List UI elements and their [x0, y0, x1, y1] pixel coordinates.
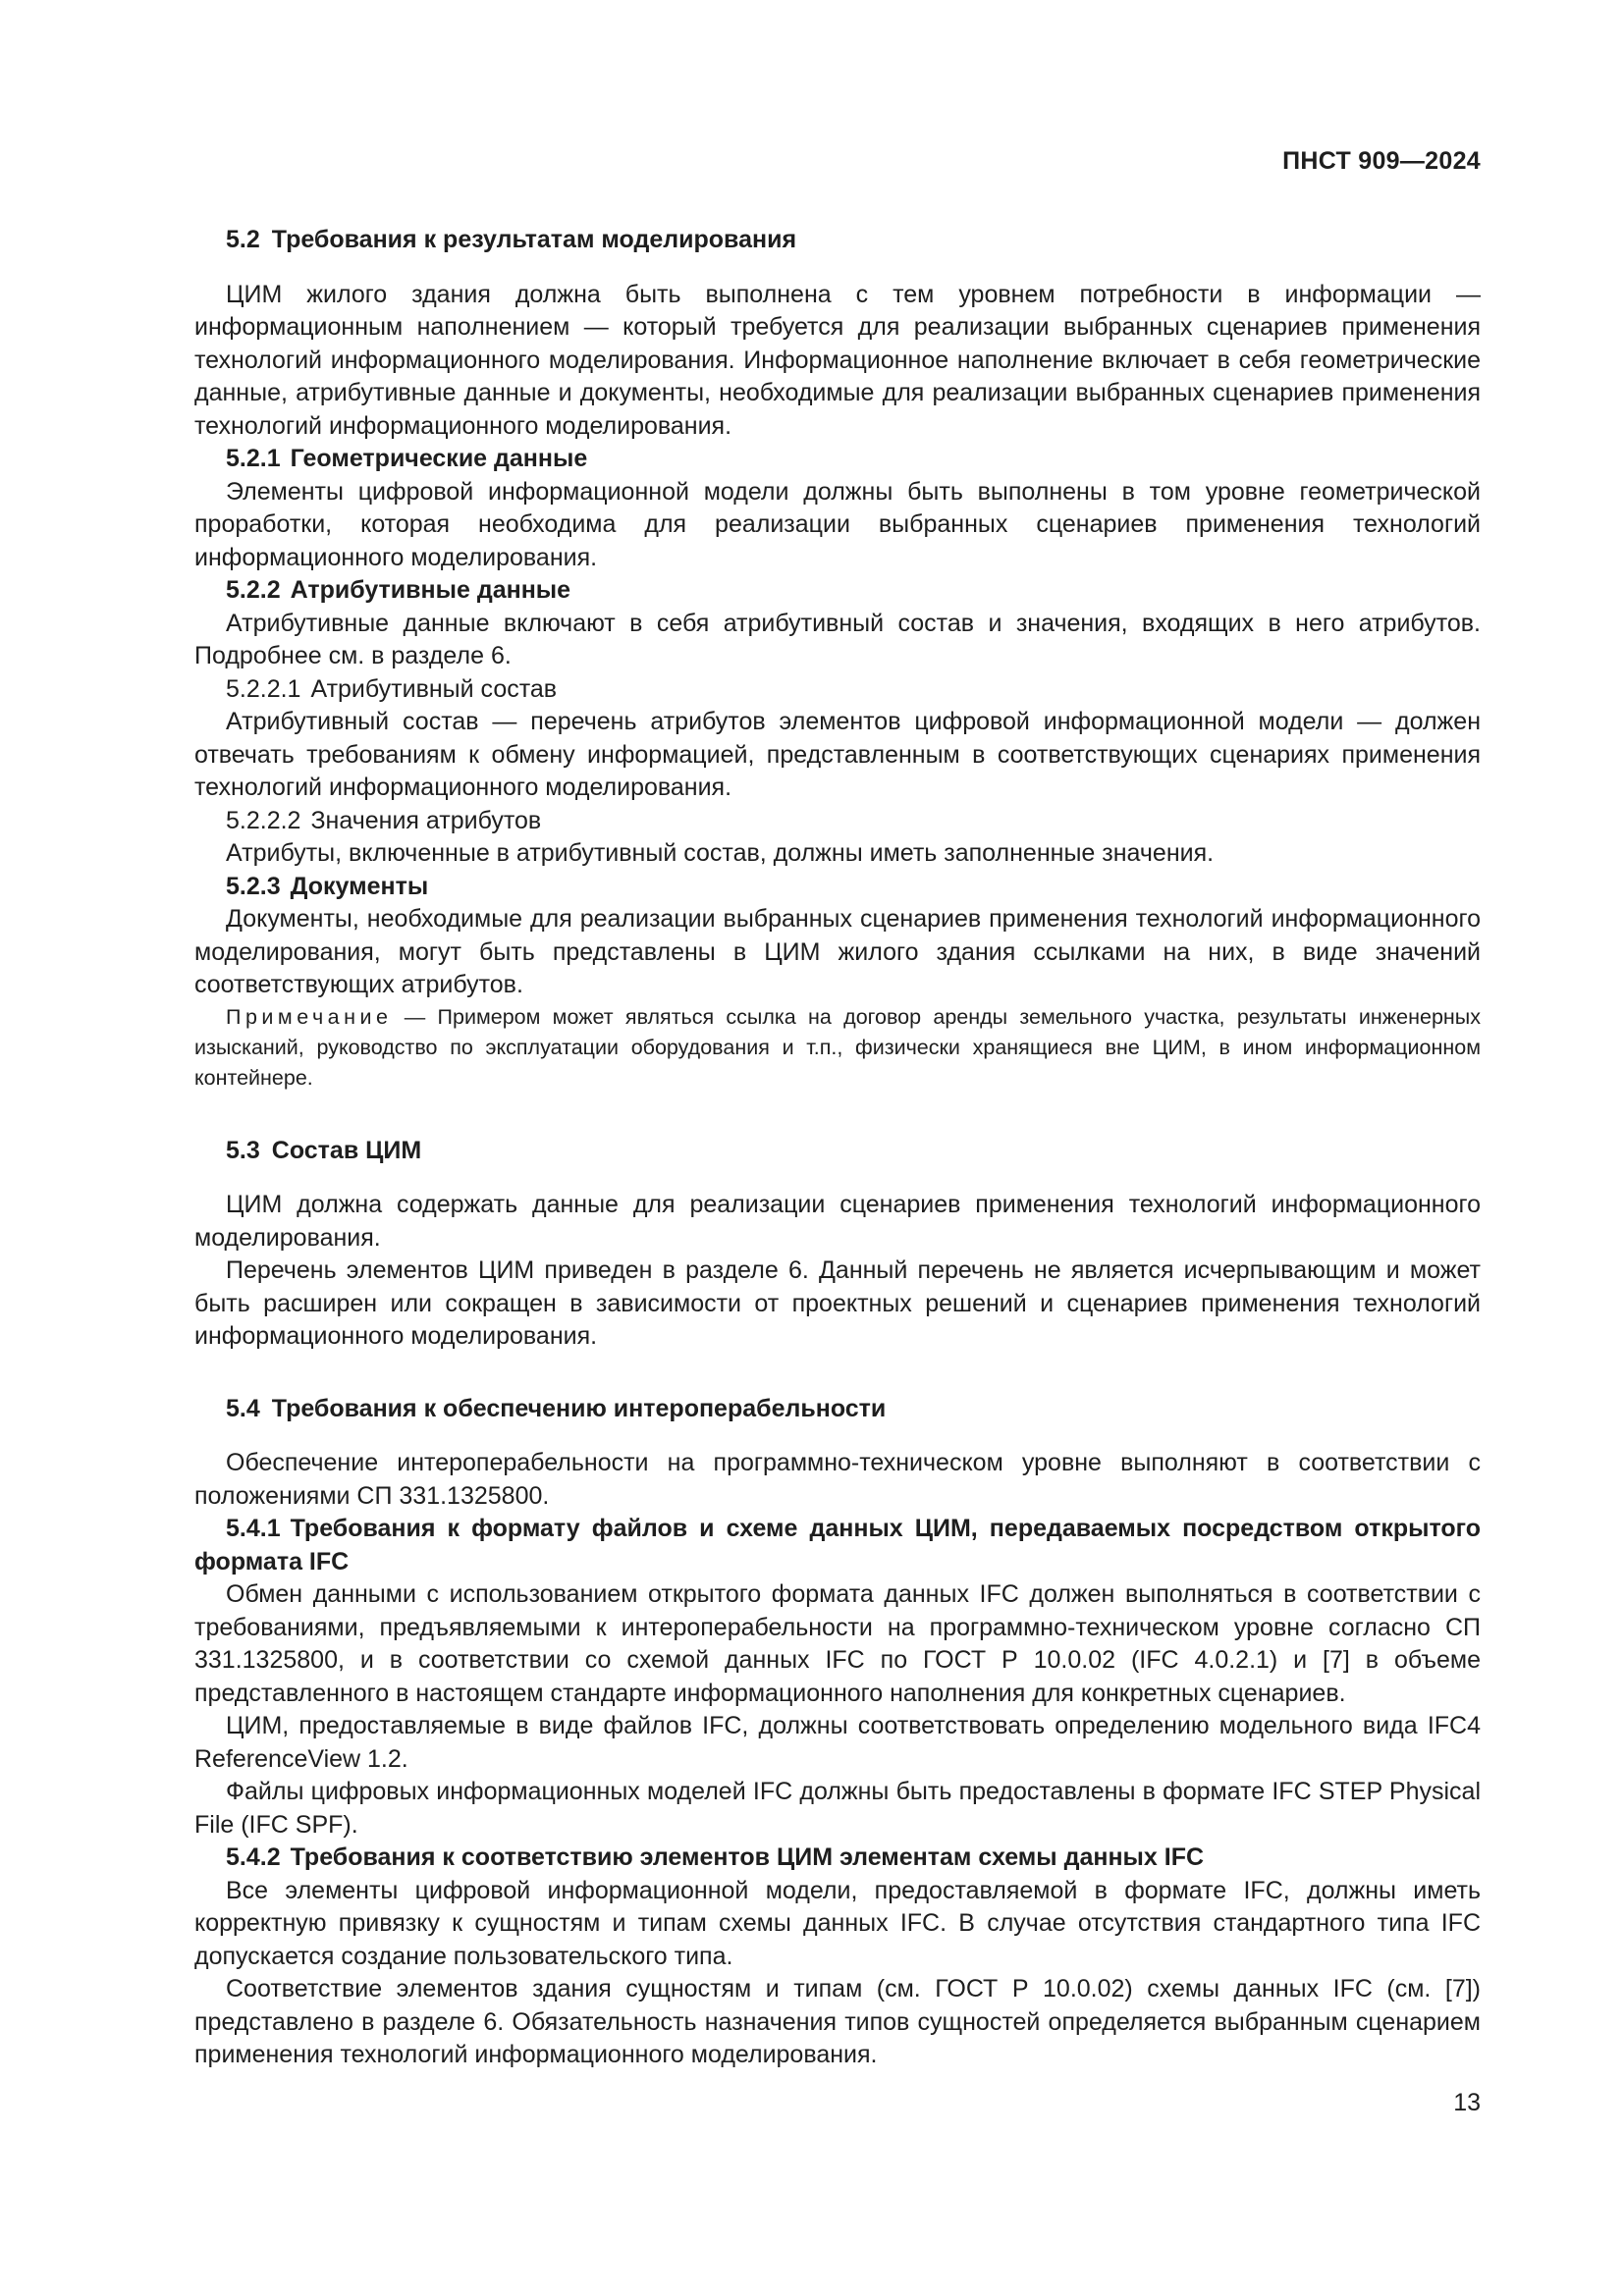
section-heading-5-2-2-1	[194, 673, 1481, 707]
section-title: Документы	[290, 872, 429, 900]
note	[194, 1002, 1481, 1094]
paragraph: Обмен данными с использованием открытого формата данных IFC должен выполняться в соответствии с требованиями, предъявляемыми к интероперабельности на программно-техническом уровне согласно СП 331.1325800, и в соответствии со схемой данных IFC по ГОСТ Р 10.0.02 (IFC 4.0.2.1) и [7] в объеме представленного в настоящем стандарте информационного наполнения для конкретных сценариев.	[194, 1580, 1481, 1707]
paragraph: Все элементы цифровой информационной модели, предоставляемой в формате IFC, должны иметь корректную привязку к сущностям и типам схемы данных IFC. В случае отсутствия стандартного типа IFC допускается создание пользовательского типа.	[194, 1876, 1481, 1970]
section-title: Состав ЦИМ	[271, 1136, 422, 1164]
section-heading-5-2	[194, 224, 1481, 257]
section-number: 5.3	[226, 1136, 260, 1164]
section-heading-5-2-1	[194, 443, 1481, 476]
paragraph: Документы, необходимые для реализации выбранных сценариев применения технологий информационного моделирования, могут быть представлены в ЦИМ жилого здания ссылками на них, в виде значений соответствующих атрибутов.	[194, 905, 1481, 998]
document-body	[194, 224, 1481, 2072]
document-page	[194, 0, 1481, 2296]
section-title: Значения атрибутов	[310, 806, 542, 834]
paragraph: Атрибутивный состав — перечень атрибутов элементов цифровой информационной модели — должен отвечать требованиям к обмену информацией, представленным в соответствующих сценариях применения технологий информационного моделирования.	[194, 708, 1481, 801]
section-number: 5.2.1	[226, 445, 281, 472]
section-number: 5.4.2	[226, 1843, 281, 1871]
paragraph: Обеспечение интероперабельности на программно-техническом уровне выполняют в соответствии с положениями СП 331.1325800.	[194, 1449, 1481, 1510]
section-number: 5.2	[226, 226, 260, 253]
paragraph: Элементы цифровой информационной модели должны быть выполнены в том уровне геометрической проработки, которая необходима для реализации выбранных сценариев применения технологий информационного моделирования.	[194, 477, 1481, 571]
note-label: Примечание	[226, 1004, 393, 1029]
paragraph: Файлы цифровых информационных моделей IFC должны быть предоставлены в формате IFC STEP Physical File (IFC SPF).	[194, 1778, 1481, 1839]
section-heading-5-4-2	[194, 1842, 1481, 1875]
section-title: Требования к обеспечению интероперабельности	[271, 1394, 887, 1422]
paragraph: Атрибутивные данные включают в себя атрибутивный состав и значения, входящих в него атрибутов. Подробнее см. в разделе 6.	[194, 609, 1481, 669]
section-title: Атрибутивные данные	[290, 576, 571, 604]
section-number: 5.4	[226, 1394, 260, 1422]
section-title: Атрибутивный состав	[310, 674, 558, 703]
section-heading-5-2-2-2	[194, 805, 1481, 838]
section-title: Геометрические данные	[290, 445, 588, 472]
section-title: Требования к формату файлов и схеме данных ЦИМ, передаваемых посредством открытого формата IFC	[194, 1515, 1481, 1575]
section-title: Требования к соответствию элементов ЦИМ элементам схемы данных IFC	[290, 1843, 1205, 1871]
section-heading-5-4-1	[194, 1513, 1481, 1578]
section-number: 5.4.1	[226, 1515, 281, 1542]
note-text: — Примером может являться ссылка на договор аренды земельного участка, результаты инженерных изысканий, руководство по эксплуатации оборудования и т.п., физически хранящиеся вне ЦИМ, в ином информационном контейнере.	[194, 1004, 1481, 1090]
section-heading-5-4	[194, 1393, 1481, 1426]
page-number: 13	[1453, 2089, 1481, 2116]
section-number: 5.2.2.2	[226, 806, 301, 834]
section-heading-5-2-3	[194, 871, 1481, 904]
section-heading-5-2-2	[194, 574, 1481, 608]
paragraph: Перечень элементов ЦИМ приведен в разделе 6. Данный перечень не является исчерпывающим и может быть расширен или сокращен в зависимости от проектных решений и сценариев применения технологий информационного моделирования.	[194, 1256, 1481, 1350]
paragraph: ЦИМ жилого здания должна быть выполнена с тем уровнем потребности в информации — информационным наполнением — который требуется для реализации выбранных сценариев применения технологий информационного моделирования. Информационное наполнение включает в себя геометрические данные, атрибутивные данные и документы, необходимые для реализации выбранных сценариев применения технологий информационного моделирования.	[194, 280, 1481, 440]
section-number: 5.2.3	[226, 872, 281, 900]
section-number: 5.2.2.1	[226, 674, 301, 703]
paragraph: Атрибуты, включенные в атрибутивный состав, должны иметь заполненные значения.	[226, 839, 1215, 867]
section-number: 5.2.2	[226, 576, 281, 604]
document-code: ПНСТ 909—2024	[1282, 147, 1481, 175]
paragraph: ЦИМ должна содержать данные для реализации сценариев применения технологий информационного моделирования.	[194, 1191, 1481, 1252]
paragraph: Соответствие элементов здания сущностям и типам (см. ГОСТ Р 10.0.02) схемы данных IFC (см. [7]) представлено в разделе 6. Обязательность назначения типов сущностей определяется выбранным сценарием применения технологий информационного моделирования.	[194, 1975, 1481, 2068]
paragraph: ЦИМ, предоставляемые в виде файлов IFC, должны соответствовать определению модельного вида IFC4 ReferenceView 1.2.	[194, 1712, 1481, 1773]
section-heading-5-3	[194, 1135, 1481, 1168]
section-title: Требования к результатам моделирования	[271, 226, 797, 253]
